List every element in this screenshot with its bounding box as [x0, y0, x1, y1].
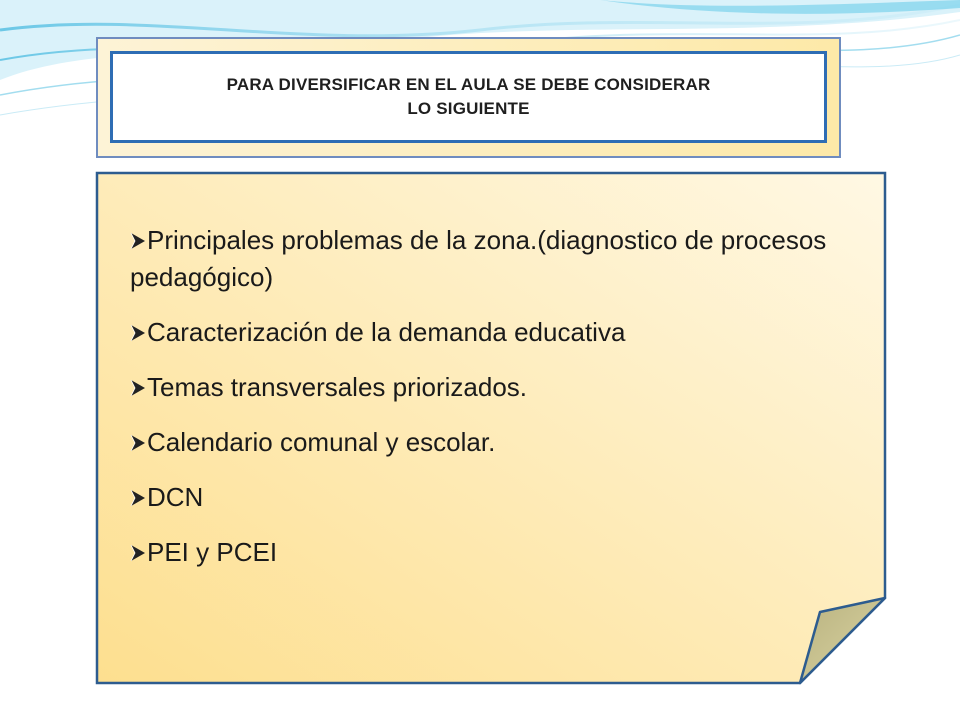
arrow-bullet-icon — [130, 489, 146, 507]
list-item — [130, 222, 830, 296]
title-line-1: PARA DIVERSIFICAR EN EL AULA SE DEBE CONSIDERAR — [226, 75, 711, 94]
bullet-text: PEI y PCEI — [147, 537, 278, 567]
title-line-2: LO SIGUIENTE — [407, 99, 530, 118]
arrow-bullet-icon — [130, 544, 146, 562]
bullet-list — [130, 222, 830, 589]
arrow-bullet-icon — [130, 324, 146, 342]
arrow-bullet-icon — [130, 434, 146, 452]
list-item — [130, 479, 830, 516]
bullet-text: Principales problemas de la zona.(diagnostico de procesos pedagógico) — [130, 225, 827, 292]
list-item — [130, 369, 830, 406]
bullet-text: Calendario comunal y escolar. — [147, 427, 496, 457]
arrow-bullet-icon — [130, 232, 146, 250]
list-item — [130, 534, 830, 571]
bullet-text: Caracterización de la demanda educativa — [147, 317, 626, 347]
bullet-text: Temas transversales priorizados. — [147, 372, 528, 402]
bullet-text: DCN — [147, 482, 204, 512]
list-item — [130, 424, 830, 461]
list-item — [130, 314, 830, 351]
arrow-bullet-icon — [130, 379, 146, 397]
